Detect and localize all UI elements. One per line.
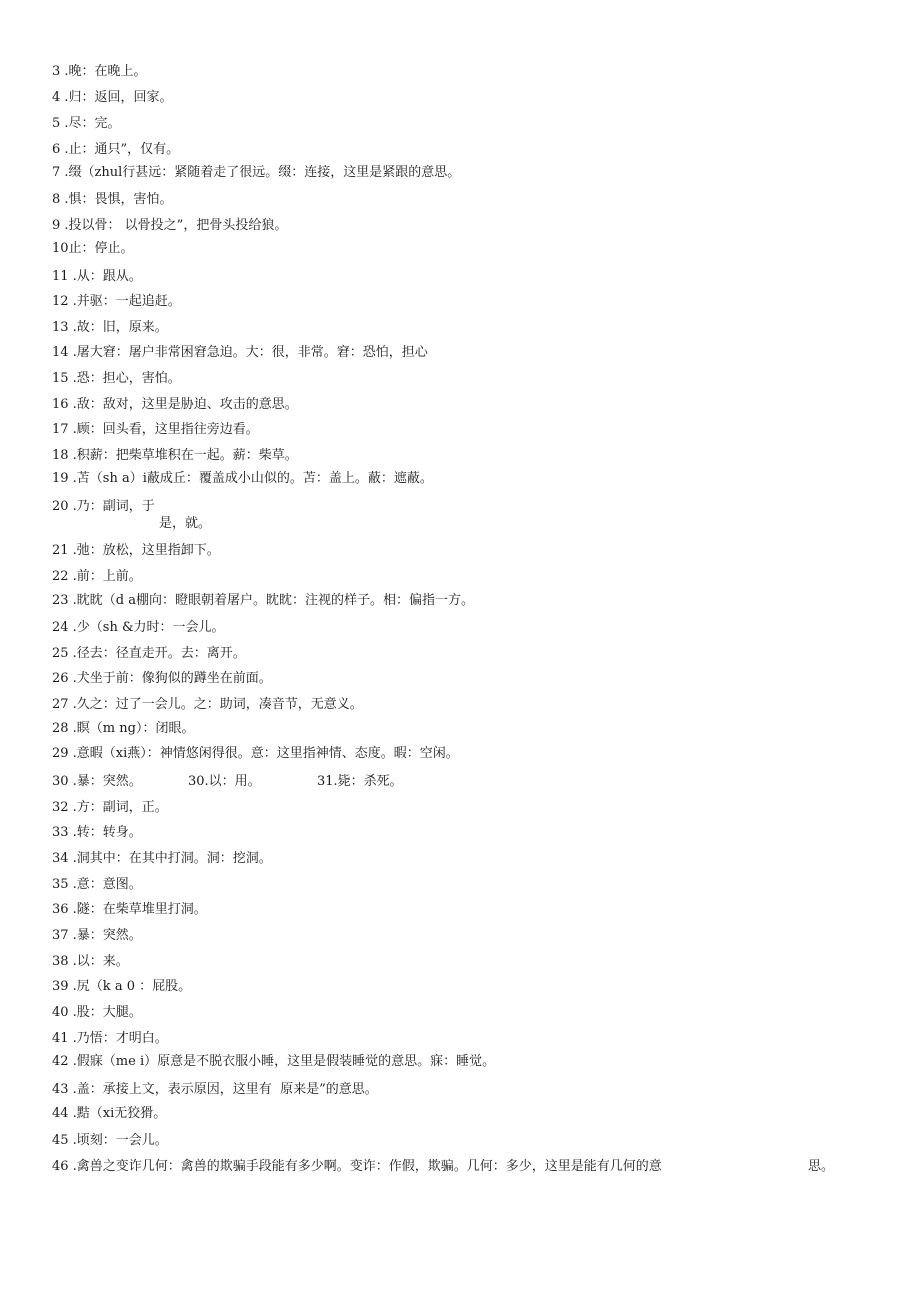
note-41: 41 .乃悟：才明白。 (52, 1031, 168, 1046)
note-14: 14 .屠大窘：屠户非常困窘急迫。大：很，非常。窘：恐怕，担心 (52, 345, 428, 360)
note-21: 21 .弛：放松，这里指卸下。 (52, 543, 220, 558)
note-37: 37 .暴：突然。 (52, 928, 142, 943)
note-28: 28 .瞑（m ng）：闭眼。 (52, 721, 195, 736)
note-30b: 30.以：用。 (188, 774, 261, 789)
note-34: 34 .洞其中：在其中打洞。洞：挖洞。 (52, 851, 272, 866)
note-15: 15 .恐：担心，害怕。 (52, 371, 181, 386)
note-3: 3 .晚：在晚上。 (52, 64, 147, 79)
note-25: 25 .径去：径直走开。去：离开。 (52, 646, 246, 661)
note-6: 6 .止：通只”，仅有。 (52, 142, 180, 157)
note-5: 5 .尽：完。 (52, 116, 121, 131)
note-38: 38 .以：来。 (52, 954, 129, 969)
note-46: 46 .禽兽之变诈几何：禽兽的欺骗手段能有多少啊。变诈：作假，欺骗。几何：多少，这里是能有几何的意 (52, 1159, 662, 1174)
note-16: 16 .敌：敌对，这里是胁迫、攻击的意思。 (52, 397, 298, 412)
note-45: 45 .顷刻：一会儿。 (52, 1133, 168, 1148)
note-24: 24 .少（sh &力时：一会儿。 (52, 620, 225, 635)
note-30: 30 .暴：突然。 (52, 774, 142, 789)
note-35: 35 .意：意图。 (52, 877, 142, 892)
note-19: 19 .苫（sh a）i蔽成丘：覆盖成小山似的。苫：盖上。蔽：遮蔽。 (52, 471, 433, 486)
note-11: 11 .从：跟从。 (52, 269, 142, 284)
note-29: 29 .意暇（xi燕）：神情悠闲得很。意：这里指神情、态度。暇：空闲。 (52, 746, 459, 761)
note-40: 40 .股：大腿。 (52, 1005, 142, 1020)
note-7: 7 .缀（zhul行甚远：紧随着走了很远。缀：连接，这里是紧跟的意思。 (52, 165, 461, 180)
note-33: 33 .转：转身。 (52, 825, 142, 840)
note-43: 43 .盖：承接上文，表示原因，这里有 原来是”的意思。 (52, 1082, 378, 1097)
note-46-continuation: 思。 (808, 1159, 835, 1174)
note-8: 8 .惧：畏惧，害怕。 (52, 192, 173, 207)
note-10: 10止：停止。 (52, 241, 134, 256)
note-13: 13 .故：旧，原来。 (52, 320, 168, 335)
note-17: 17 .顾：回头看，这里指往旁边看。 (52, 422, 259, 437)
note-18: 18 .积薪：把柴草堆积在一起。薪：柴草。 (52, 448, 298, 463)
note-12: 12 .并驱：一起追赶。 (52, 294, 181, 309)
note-20-continuation: 是，就。 (159, 516, 212, 531)
note-36: 36 .隧：在柴草堆里打洞。 (52, 902, 207, 917)
note-39: 39 .尻（k a 0 ：屁股。 (52, 979, 192, 994)
note-20: 20 .乃：副词，于 (52, 499, 155, 514)
note-44: 44 .黠（xi无狡猾。 (52, 1106, 167, 1121)
note-23: 23 .眈眈（d a棚向：瞪眼朝着屠户。眈眈：注视的样子。相：偏指一方。 (52, 593, 475, 608)
note-42: 42 .假寐（me i）原意是不脱衣服小睡，这里是假装睡觉的意思。寐：睡觉。 (52, 1054, 496, 1069)
note-31: 31.毙：杀死。 (317, 774, 403, 789)
note-26: 26 .犬坐于前：像狗似的蹲坐在前面。 (52, 671, 272, 686)
note-27: 27 .久之：过了一会儿。之：助词，凑音节，无意义。 (52, 697, 363, 712)
note-22: 22 .前：上前。 (52, 569, 142, 584)
note-9: 9 .投以骨： 以骨投之”，把骨头投给狼。 (52, 218, 288, 233)
note-4: 4 .归：返回，回家。 (52, 90, 173, 105)
note-32: 32 .方：副词，正。 (52, 800, 168, 815)
